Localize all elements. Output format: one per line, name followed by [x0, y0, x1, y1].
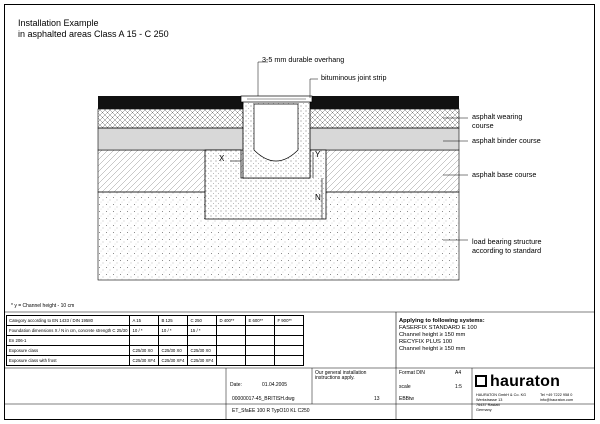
dimension-n: N — [315, 193, 321, 202]
scale-value: 1:5 — [455, 384, 462, 390]
load-bearing-callout: load bearing structure according to standard — [472, 237, 542, 255]
applying-systems — [399, 318, 485, 353]
channel-interior — [254, 104, 298, 161]
joint-strip-callout: bituminous joint strip — [321, 73, 387, 82]
title-line-1: Installation Example — [18, 18, 99, 28]
asphalt-surface-right — [310, 96, 459, 109]
file-code: 00000017-45_BRITISH.dwg — [232, 396, 295, 402]
applying-item: Channel height ≥ 150 mm — [399, 332, 466, 338]
spec-row: En 206-1 — [7, 336, 304, 346]
spec-row: Category according to EN 1433 / DIN 19580 A 15 B 125 C 250 D 400** E 600** F 900** — [7, 316, 304, 326]
applying-item: RECYFIX PLUS 100 — [399, 339, 453, 345]
spec-table — [6, 315, 304, 366]
title-line-2: in asphalted areas Class A 15 - C 250 — [18, 29, 169, 39]
company-contact: Tel +49 7222 958 0 info@hauraton.com — [540, 393, 574, 402]
format-label: Format DIN — [399, 370, 425, 376]
binder-course-callout: asphalt binder course — [472, 136, 541, 145]
wearing-course-callout: asphalt wearing course — [472, 112, 523, 130]
spec-row: Foundation dimensions X / N in cm, concrete strength C 25/30 10 / * 10 / * 15 / * — [7, 326, 304, 336]
asphalt-surface-left — [98, 96, 243, 109]
logo-mark-icon — [475, 375, 487, 387]
spec-row: Exposure class with frost C25/30 XF4 C25/30 XF4 C25/30 XF4 — [7, 356, 304, 366]
applying-item: FASERFIX STANDARD E 100 — [399, 325, 477, 331]
base-course-callout: asphalt base course — [472, 170, 537, 179]
scale-label: scale — [399, 384, 411, 390]
dimension-x: X — [219, 154, 225, 163]
page-number: 13 — [374, 396, 380, 402]
date-label: Date: — [230, 382, 242, 388]
document-id: ET_SfaEE 100 R TypO10 KL C250 — [232, 408, 310, 414]
general-instructions: Our general installation instructions apply. — [315, 370, 367, 381]
date-value: 01.04.2005 — [262, 382, 288, 388]
dimension-y: Y — [315, 150, 321, 159]
hauraton-logo: hauraton — [475, 373, 560, 391]
company-address: HAURATON GmbH & Co. KG Werkstrasse 13 76437 Rastatt Germany — [476, 393, 527, 412]
spec-row: Exposure class C25/30 X0 C25/30 X0 C25/30 X0 — [7, 346, 304, 356]
overhang-callout: 3-5 mm durable overhang — [262, 55, 345, 64]
applying-heading: Applying to following systems: — [399, 318, 485, 324]
language-code: EBBtw — [399, 396, 415, 402]
channel-height-note: * y = Channel height - 10 cm — [11, 303, 75, 309]
format-value: A4 — [455, 370, 462, 376]
applying-item: Channel height ≥ 150 mm — [399, 346, 466, 352]
